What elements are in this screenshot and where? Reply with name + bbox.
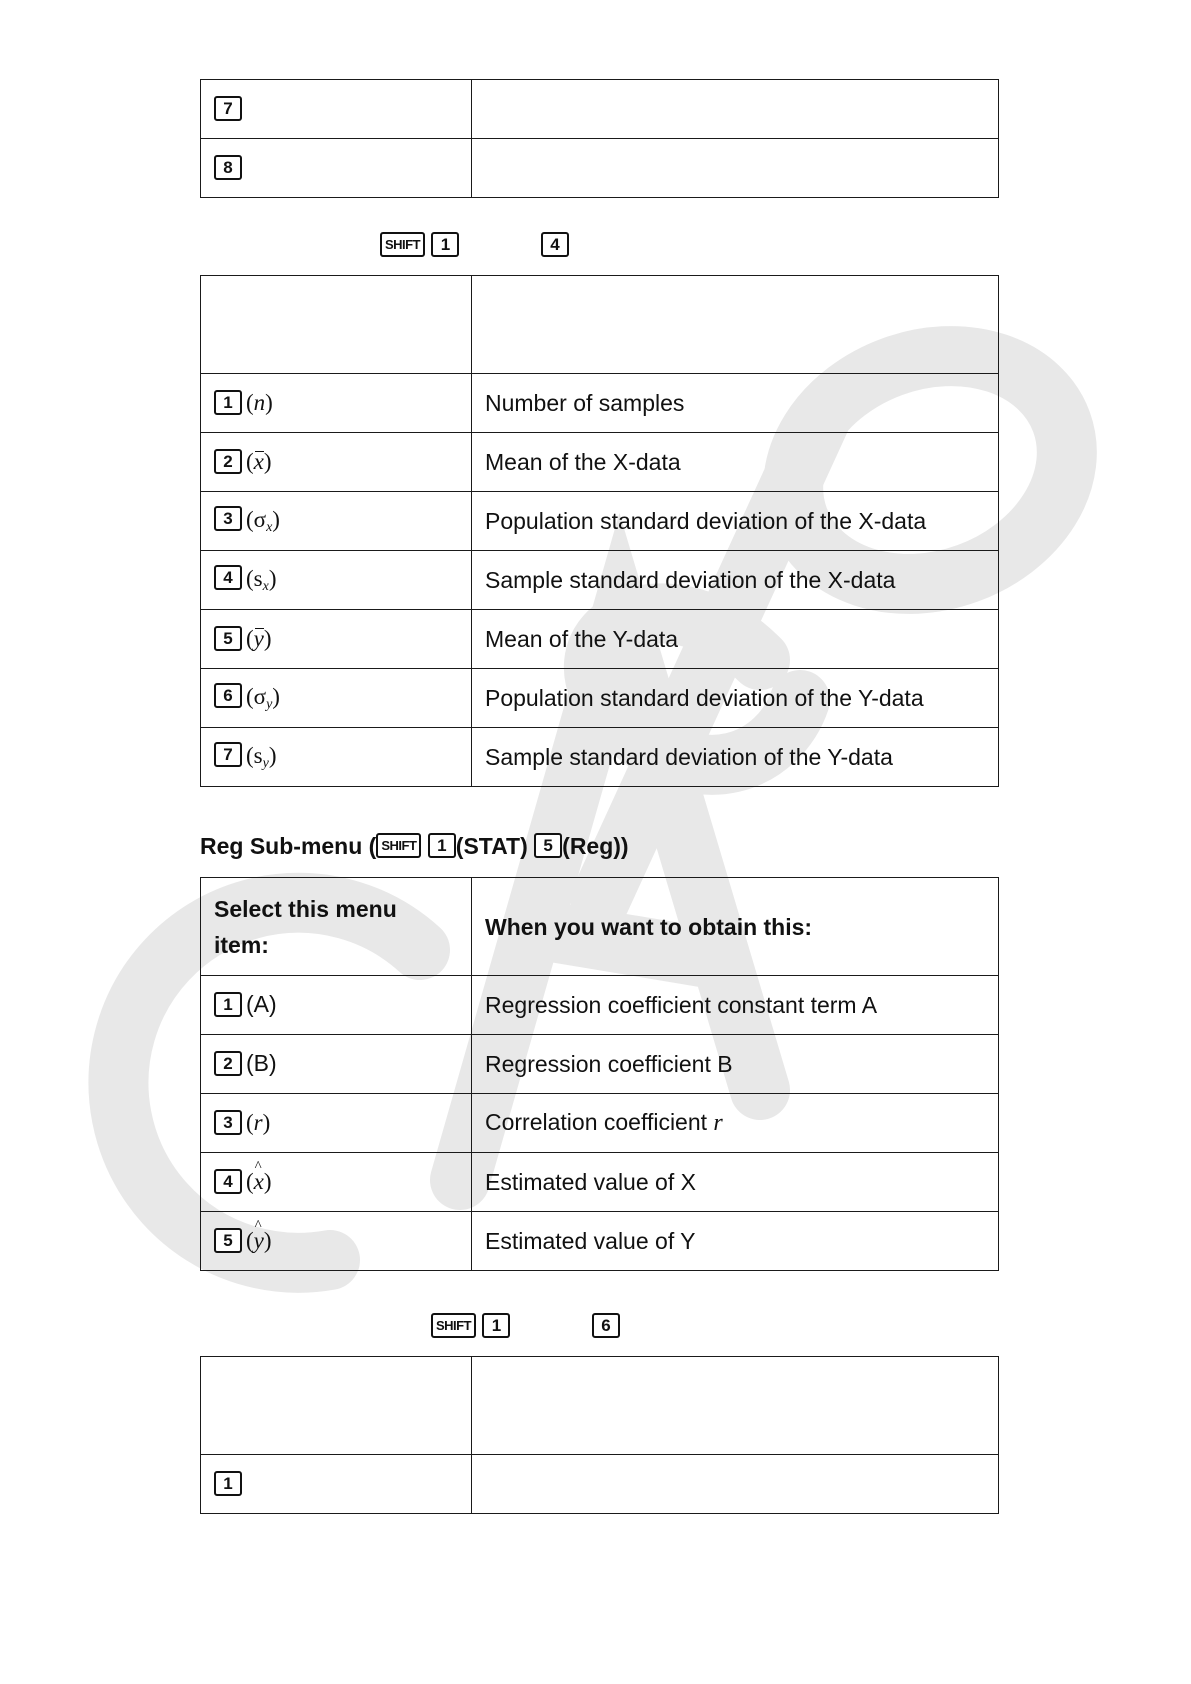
key-4-icon: 4	[541, 232, 569, 257]
table-cell-desc: Estimated value of X	[472, 1153, 999, 1212]
bottom-submenu-line	[431, 1313, 510, 1340]
key-2-icon: 2	[214, 449, 242, 474]
key-5-icon: 5	[534, 833, 562, 858]
key-3-icon: 3	[214, 1110, 242, 1135]
key-4-icon: 4	[214, 1169, 242, 1194]
reg-submenu-heading: Reg Sub-menu ( SHIFT 1 (STAT) 5 (Reg))	[200, 833, 629, 859]
key-2-icon: 2	[214, 1051, 242, 1076]
table-row: 5 (y) Mean of the Y-data	[201, 610, 999, 669]
header-cell	[472, 276, 999, 374]
table-cell-desc: Population standard deviation of the Y-data	[472, 669, 999, 728]
table-cell-desc	[472, 80, 999, 139]
table-cell-key	[201, 139, 472, 198]
table-row: 4 $(s_x)$ Sample standard deviation of the X-data	[201, 551, 999, 610]
table-cell-desc: Estimated value of Y	[472, 1212, 999, 1271]
reg-table	[200, 877, 999, 1271]
header-cell	[201, 1357, 472, 1455]
table-row: 3 (r) Correlation coefficient r	[201, 1094, 999, 1153]
key-1-icon: 1	[214, 992, 242, 1017]
table-row: 1 (n) Number of samples	[201, 374, 999, 433]
table-header-row	[201, 276, 999, 374]
key-6-icon: 6	[214, 683, 242, 708]
table-header-row	[201, 1357, 999, 1455]
table-row	[201, 80, 999, 139]
header-cell: Select this menu item:	[201, 878, 472, 976]
shift-key-icon: SHIFT	[431, 1313, 476, 1338]
table-cell-desc: Number of samples	[472, 374, 999, 433]
key-7-icon: 7	[214, 742, 242, 767]
shift-key-icon: SHIFT	[376, 833, 421, 858]
table-cell-desc	[472, 139, 999, 198]
key-5-icon: 5	[214, 626, 242, 651]
table-row: 6 $(\sigma_y)$ Population standard deviation of the Y-data	[201, 669, 999, 728]
top-table	[200, 79, 999, 198]
table-cell-desc: Regression coefficient constant term A	[472, 976, 999, 1035]
key-1-icon: 1	[482, 1313, 510, 1338]
bottom-submenu-key6	[592, 1313, 620, 1340]
table-cell-desc: Correlation coefficient r	[472, 1094, 999, 1153]
table-row: 2 (B) Regression coefficient B	[201, 1035, 999, 1094]
key-1-icon: 1	[214, 390, 242, 415]
table-row: 1 (A) Regression coefficient constant term A	[201, 976, 999, 1035]
key-6-icon: 6	[592, 1313, 620, 1338]
table-cell-key	[201, 80, 472, 139]
bottom-table	[200, 1356, 999, 1514]
key-3-icon: 3	[214, 506, 242, 531]
table-cell-desc: Population standard deviation of the X-data	[472, 492, 999, 551]
table-cell-desc: Sample standard deviation of the Y-data	[472, 728, 999, 787]
key-1-icon: 1	[431, 232, 459, 257]
key-1-icon: 1	[428, 833, 456, 858]
table-cell-desc: Mean of the X-data	[472, 433, 999, 492]
table-cell-desc: Mean of the Y-data	[472, 610, 999, 669]
table-row: 7 $(s_y)$ Sample standard deviation of the Y-data	[201, 728, 999, 787]
table-row	[201, 139, 999, 198]
header-cell: When you want to obtain this:	[472, 878, 999, 976]
table-row: 4 (^ x) Estimated value of X	[201, 1153, 999, 1212]
table-row	[201, 1455, 999, 1514]
table-header-row	[201, 878, 999, 976]
header-cell	[472, 1357, 999, 1455]
table-row: 3 $(\sigma_x)$ Population standard deviation of the X-data	[201, 492, 999, 551]
var-submenu-key4	[541, 232, 569, 259]
table-cell-desc: Regression coefficient B	[472, 1035, 999, 1094]
var-table	[200, 275, 999, 787]
key-8-icon: 8	[214, 155, 242, 180]
var-submenu-line	[380, 232, 459, 259]
table-row: 5 (^ y) Estimated value of Y	[201, 1212, 999, 1271]
table-cell-desc	[472, 1455, 999, 1514]
table-row: 2 (x) Mean of the X-data	[201, 433, 999, 492]
key-7-icon: 7	[214, 96, 242, 121]
key-5-icon: 5	[214, 1228, 242, 1253]
table-cell-desc: Sample standard deviation of the X-data	[472, 551, 999, 610]
header-cell	[201, 276, 472, 374]
key-4-icon: 4	[214, 565, 242, 590]
shift-key-icon: SHIFT	[380, 232, 425, 257]
key-1-icon: 1	[214, 1471, 242, 1496]
